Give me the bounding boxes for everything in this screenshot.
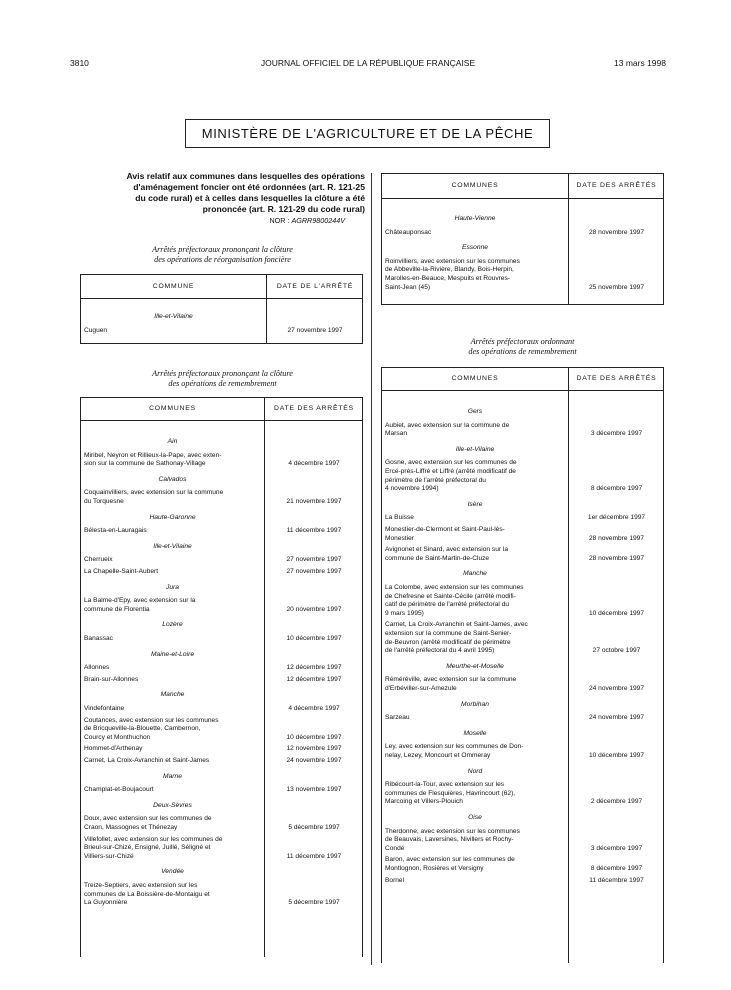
- commune-text-line: Ley, avec extension sur les communes de Don-: [385, 743, 524, 751]
- arrete-date: 8 décembre 1997: [590, 485, 643, 493]
- col-dates: DATE DES ARRÊTÉS: [576, 182, 657, 189]
- arrete-date: 5 décembre 1997: [288, 823, 340, 831]
- commune-text-line: Monestier-de-Clermont et Saint-Paul-lès-: [385, 526, 505, 533]
- commune-text-line: Coutances, avec extension sur les communes: [84, 716, 219, 724]
- arrete-date: 10 décembre 1997: [286, 733, 342, 741]
- journal-title: JOURNAL OFFICIEL DE LA RÉPUBLIQUE FRANÇAISE: [260, 58, 476, 68]
- ministry-box: MINISTÈRE DE L'AGRICULTURE ET DE LA PÊCHE: [185, 119, 550, 148]
- region-label: Maine-et-Loire: [150, 650, 195, 658]
- commune-text-line: Baron, avec extension sur les communes de: [385, 856, 515, 864]
- table-cloture-continued: [381, 173, 664, 305]
- notice-title-line: d'aménagement foncier ont été ordonnées (art. R. 121-25: [133, 182, 365, 192]
- col-dates: DATE DES ARRÊTÉS: [274, 405, 354, 412]
- section1-heading: [80, 245, 365, 265]
- section2-heading-line: des opérations de remembrement: [168, 379, 277, 388]
- arrete-date: 3 décembre 1997: [590, 844, 643, 852]
- arrete-date: 11 décembre 1997: [589, 876, 644, 884]
- region-label: Vendée: [161, 868, 184, 876]
- commune-text-line: de l'arrêté préfectoral du 4 avril 1995): [385, 647, 495, 655]
- commune-text-line: Vindefontaine: [84, 705, 125, 712]
- commune-text-line: Sarzeau: [385, 714, 410, 722]
- table-header: [81, 275, 362, 299]
- table-header: [382, 368, 663, 391]
- section1-heading-line: des opérations de réorganisation foncière: [154, 255, 291, 264]
- commune-text-line: commune de Saint-Martin-de-Cluze: [385, 554, 490, 562]
- region-label: Nord: [467, 767, 483, 775]
- commune-text-line: Marolles-en-Beauce, Mespuits et Rouvres-: [385, 274, 510, 282]
- commune-text-line: Therdonne, avec extension sur les communes: [385, 827, 520, 835]
- region-label: Haute-Garonne: [149, 513, 196, 521]
- col-communes: COMMUNES: [451, 375, 499, 382]
- arrete-date: 27 octobre 1997: [592, 647, 641, 655]
- commune-text-line: 4 novembre 1994): [385, 485, 439, 493]
- commune-text-line: Montlognon, Rosières et Versigny: [385, 864, 484, 872]
- arrete-date: 5 décembre 1997: [288, 899, 340, 907]
- commune-text-line: Réméréville, avec extension sur la commune: [385, 676, 517, 684]
- page-header: [70, 58, 666, 70]
- commune-text-line: du Torquesne: [84, 497, 124, 505]
- notice-title: [80, 171, 365, 215]
- region-label: Gers: [467, 408, 483, 415]
- commune-text-line: Gosne, avec extension sur les communes de: [385, 459, 517, 467]
- region-label: Moselle: [463, 729, 487, 737]
- commune-text-line: Carnet, La Croix-Avranchin et Saint-James: [84, 757, 210, 764]
- col-communes: COMMUNES: [149, 405, 196, 412]
- section2-heading-line: Arrêtés préfectoraux prononçant la clôture: [152, 369, 293, 378]
- commune-text-line: Brain-sur-Allonnes: [84, 675, 139, 683]
- region-label: Manche: [160, 691, 185, 699]
- commune-text-line: nelay, Lezey, Moncourt et Ommeray: [385, 751, 491, 759]
- section1-heading-line: Arrêtés préfectoraux prononçant la clôture: [152, 245, 293, 254]
- commune-text-line: Cherrueix: [84, 556, 113, 564]
- page-number: 3810: [70, 58, 89, 68]
- commune-text-line: de Chefresne et Sainte-Cécile (arrêté modifi-: [385, 592, 516, 600]
- commune-text-line: de Beauvais, Laversines, Nivillers et Rochy-: [385, 836, 514, 844]
- column-rule: [371, 173, 372, 965]
- arrete-date: 12 novembre 1997: [286, 745, 342, 753]
- region-label: Calvados: [158, 475, 187, 483]
- region-label: Oise: [468, 814, 482, 821]
- col-date: DATE DE L'ARRÊTÉ: [276, 283, 354, 290]
- region-label: Isère: [467, 500, 483, 508]
- commune-text-line: Marcoing et Villers-Plouich: [385, 798, 463, 806]
- commune-text-line: commune de Florentia: [84, 605, 150, 613]
- commune-text-line: Brieul-sur-Chizé, Ensigné, Juillé, Séligné et: [84, 844, 211, 852]
- region-label: Essonne: [461, 244, 489, 252]
- arrete-date: 13 novembre 1997: [286, 786, 342, 794]
- commune-text-line: Courcy et Monthuchon: [84, 733, 151, 741]
- arrete-date: 11 décembre 1997: [286, 852, 342, 860]
- commune-text-line: Ercé-près-Liffré et Liffré (arrêté modificatif de: [385, 467, 516, 475]
- arrete-date: 27 novembre 1997: [286, 556, 342, 564]
- region-label: Marne: [163, 772, 182, 780]
- issue-date: 13 mars 1998: [614, 58, 666, 68]
- arrete-date: 12 décembre 1997: [286, 675, 342, 683]
- commune-text-line: sion sur la commune de Sathonay-Village: [84, 460, 206, 468]
- region-label: Jura: [165, 583, 179, 591]
- commune-text-line: Avignonet et Sinard, avec extension sur la: [385, 546, 509, 554]
- commune-text-line: Doux, avec extension sur les communes de: [84, 815, 212, 823]
- commune-text-line: La Colombe, avec extension sur les communes: [385, 584, 524, 591]
- region-label: Ille-et-Vilaine: [455, 445, 495, 453]
- commune-name: Cuguen: [84, 327, 108, 334]
- commune-text-line: Marsan: [385, 430, 407, 438]
- commune-text-line: extension sur la commune de Saint-Senier-: [385, 629, 512, 637]
- commune-text-line: Banassac: [84, 635, 113, 642]
- arrete-date: 24 novembre 1997: [589, 684, 644, 692]
- commune-text-line: Villefollet, avec extension sur les communes de: [84, 835, 223, 843]
- table-reorganisation: [80, 274, 363, 344]
- arrete-date: 3 décembre 1997: [590, 430, 643, 438]
- notice-title-line: Avis relatif aux communes dans lesquelles des opérations: [126, 171, 365, 181]
- notice-title-line: du code rural) et à celles dans lesquelles la clôture a été: [135, 193, 365, 203]
- commune-text-line: Ribécourt-la-Tour, avec extension sur les: [385, 781, 505, 789]
- region-label: Manche: [463, 570, 487, 578]
- commune-text-line: La Buisse: [385, 514, 414, 522]
- nor-reference: [80, 216, 345, 225]
- commune-text-line: 9 mars 1995): [385, 609, 424, 617]
- arrete-date: 24 novembre 1997: [286, 757, 342, 764]
- region-label: Ille-et-Vilaine: [153, 542, 192, 550]
- commune-text-line: communes de La Boissière-de-Montaigu et: [84, 890, 210, 898]
- col-communes: COMMUNES: [451, 182, 499, 189]
- arrete-date: 28 novembre 1997: [589, 554, 644, 562]
- arrete-date: 28 novembre 1997: [589, 228, 644, 236]
- arrete-date: 2 décembre 1997: [590, 798, 643, 806]
- commune-text-line: Carnet, La Croix-Avranchin et Saint-James, avec: [385, 621, 528, 629]
- arrete-date: 4 décembre 1997: [288, 460, 340, 468]
- commune-text-line: Monestier: [385, 534, 414, 542]
- commune-text-line: Champlat-et-Boujacourt: [84, 786, 154, 794]
- commune-text-line: Miribel, Neyron et Rillieux-la-Pape, avec exten-: [84, 451, 222, 459]
- commune-text-line: Châteauponsac: [385, 228, 432, 236]
- section4-heading-line: des opérations de remembrement: [468, 347, 577, 356]
- arrete-date: 28 novembre 1997: [589, 534, 644, 542]
- commune-text-line: La Balme-d'Epy, avec extension sur la: [84, 597, 196, 605]
- arrete-date: 10 décembre 1997: [589, 751, 644, 759]
- commune-text-line: d'Erbéviller-sur-Amezule: [385, 684, 457, 692]
- column-divider: [568, 368, 569, 963]
- arrete-date: 10 décembre 1997: [589, 609, 644, 617]
- table-header: [382, 174, 663, 199]
- commune-text-line: catif de périmètre de l'arrêté préfectoral du: [385, 601, 510, 609]
- commune-text-line: La Guyonnière: [84, 899, 128, 907]
- notice-title-line: prononcée (art. R. 121-29 du code rural): [202, 204, 365, 214]
- commune-text-line: Coquainvilliers, avec extension sur la commune: [84, 489, 224, 497]
- arrete-date: 10 décembre 1997: [286, 635, 342, 642]
- commune-text-line: communes de Flesquières, Havrincourt (62),: [385, 789, 516, 797]
- commune-text-line: Bélesta-en-Lauragais: [84, 527, 147, 535]
- arrete-date: 25 novembre 1997: [589, 283, 644, 291]
- commune-text-line: Allonnes: [84, 664, 110, 672]
- commune-text-line: périmètre de l'arrêté préfectoral du: [385, 476, 486, 484]
- region-label: Ille-et-Vilaine: [154, 313, 193, 320]
- table-ordonnant-remembrement: [381, 367, 664, 963]
- section2-heading: [80, 369, 365, 389]
- arrete-date: 20 novembre 1997: [286, 605, 342, 613]
- arrete-date: 11 décembre 1997: [286, 527, 342, 535]
- nor-label: NOR :: [269, 216, 290, 225]
- table-cloture-remembrement: [80, 397, 363, 957]
- commune-text-line: de-Beuvron (arrêté modificatif de périmètre: [385, 638, 511, 646]
- commune-text-line: Condé: [385, 844, 405, 852]
- arrete-date: 21 novembre 1997: [286, 497, 342, 505]
- table-header: [81, 398, 362, 421]
- commune-text-line: de Bricqueville-la-Blouette, Cambernon,: [84, 725, 201, 733]
- commune-text-line: Craon, Massognes et Thénezay: [84, 823, 178, 831]
- section4-heading: [381, 337, 664, 357]
- section4-heading-line: Arrêtés préfectoraux ordonnant: [470, 337, 575, 346]
- arrete-date: 27 novembre 1997: [286, 568, 342, 575]
- arrete-date: 4 décembre 1997: [288, 705, 340, 712]
- arrete-date: 12 décembre 1997: [286, 664, 342, 672]
- commune-text-line: Treize-Septiers, avec extension sur les: [84, 882, 198, 889]
- commune-text-line: de Abbeville-la-Rivière, Blandy, Bois-Herpin,: [385, 266, 514, 274]
- commune-text-line: Hommet-d'Arthenay: [84, 745, 143, 753]
- col-commune: COMMUNE: [152, 283, 195, 290]
- arrete-date: 8 décembre 1997: [590, 864, 643, 872]
- commune-text-line: Villiers-sur-Chizé: [84, 852, 134, 860]
- commune-text-line: Bornel: [385, 876, 405, 884]
- arrete-date: 24 novembre 1997: [589, 714, 644, 722]
- commune-text-line: Saint-Jean (45): [385, 283, 431, 291]
- commune-text-line: Aubiet, avec extension sur la commune de: [385, 421, 510, 429]
- region-label: Lozère: [162, 621, 183, 629]
- nor-value: AGRR9800244V: [291, 216, 345, 225]
- col-dates: DATE DES ARRÊTÉS: [576, 375, 657, 382]
- region-label: Ain: [167, 438, 178, 445]
- region-label: Deux-Sèvres: [153, 801, 192, 809]
- region-label: Morbihan: [461, 700, 489, 708]
- region-label: Haute-Vienne: [454, 215, 496, 222]
- commune-text-line: Roinvilliers, avec extension sur les communes: [385, 257, 520, 265]
- commune-text-line: La Chapelle-Saint-Aubert: [84, 568, 159, 575]
- region-label: Meurthe-et-Moselle: [446, 662, 504, 670]
- arrete-date: 1er décembre 1997: [587, 514, 646, 522]
- arrete-date: 27 novembre 1997: [287, 327, 343, 334]
